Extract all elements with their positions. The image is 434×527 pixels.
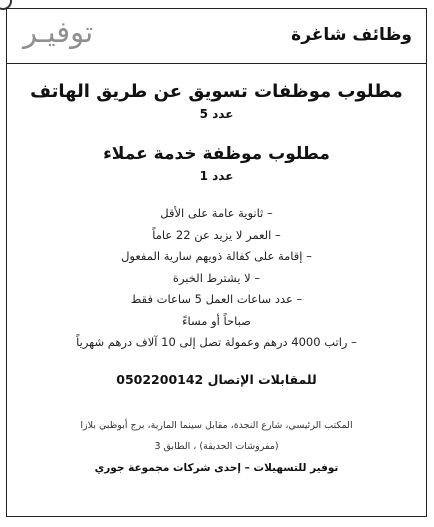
contact-phone: للمقابلات الإتصال 0502200142 — [116, 371, 317, 387]
requirement-item: – إقامة على كفالة ذويهم سارية المفعول — [121, 249, 312, 263]
brand-logo — [23, 15, 93, 49]
requirement-item: – عدد ساعات العمل 5 ساعات فقط — [130, 292, 303, 306]
job-count: عدد 5 — [199, 107, 234, 121]
address-line: (مفروشات الحديقة) ، الطابق 3 — [154, 440, 279, 452]
job-count: عدد 1 — [199, 169, 234, 183]
brand-logo-text: توفيـر — [23, 15, 94, 49]
job-block-telemarketing — [7, 79, 426, 123]
job-ad-frame — [6, 8, 427, 517]
requirement-item: صباحاً أو مساءً — [182, 313, 251, 328]
requirement-item: – ثانوية عامة على الأقل — [160, 206, 273, 220]
company-footer: توفير للتسهيلات – إحدى شركات مجموعة جوري — [94, 461, 339, 474]
header-divider — [7, 63, 426, 64]
address-line: المكتب الرئيسي، شارع النجدة، مقابل سينما المارية، برج أبوظبي بلازا — [80, 419, 353, 431]
ad-header — [7, 9, 426, 63]
requirement-item: – لا يشترط الخبرة — [172, 270, 261, 285]
requirement-item: – العمر لا يزيد عن 22 عاماً — [152, 227, 281, 242]
ad-content — [7, 79, 426, 479]
job-block-customer-service — [7, 141, 426, 185]
requirements-list — [7, 203, 426, 354]
office-address — [7, 415, 426, 457]
header-title: وظائف شاغرة — [291, 25, 412, 45]
job-title: مطلوب موظفات تسويق عن طريق الهاتف — [30, 81, 403, 102]
requirement-item: – راتب 4000 درهم وعمولة تصل إلى 10 آلاف درهم شهرياً — [76, 335, 357, 349]
job-title: مطلوب موظفة خدمة عملاء — [103, 144, 330, 164]
